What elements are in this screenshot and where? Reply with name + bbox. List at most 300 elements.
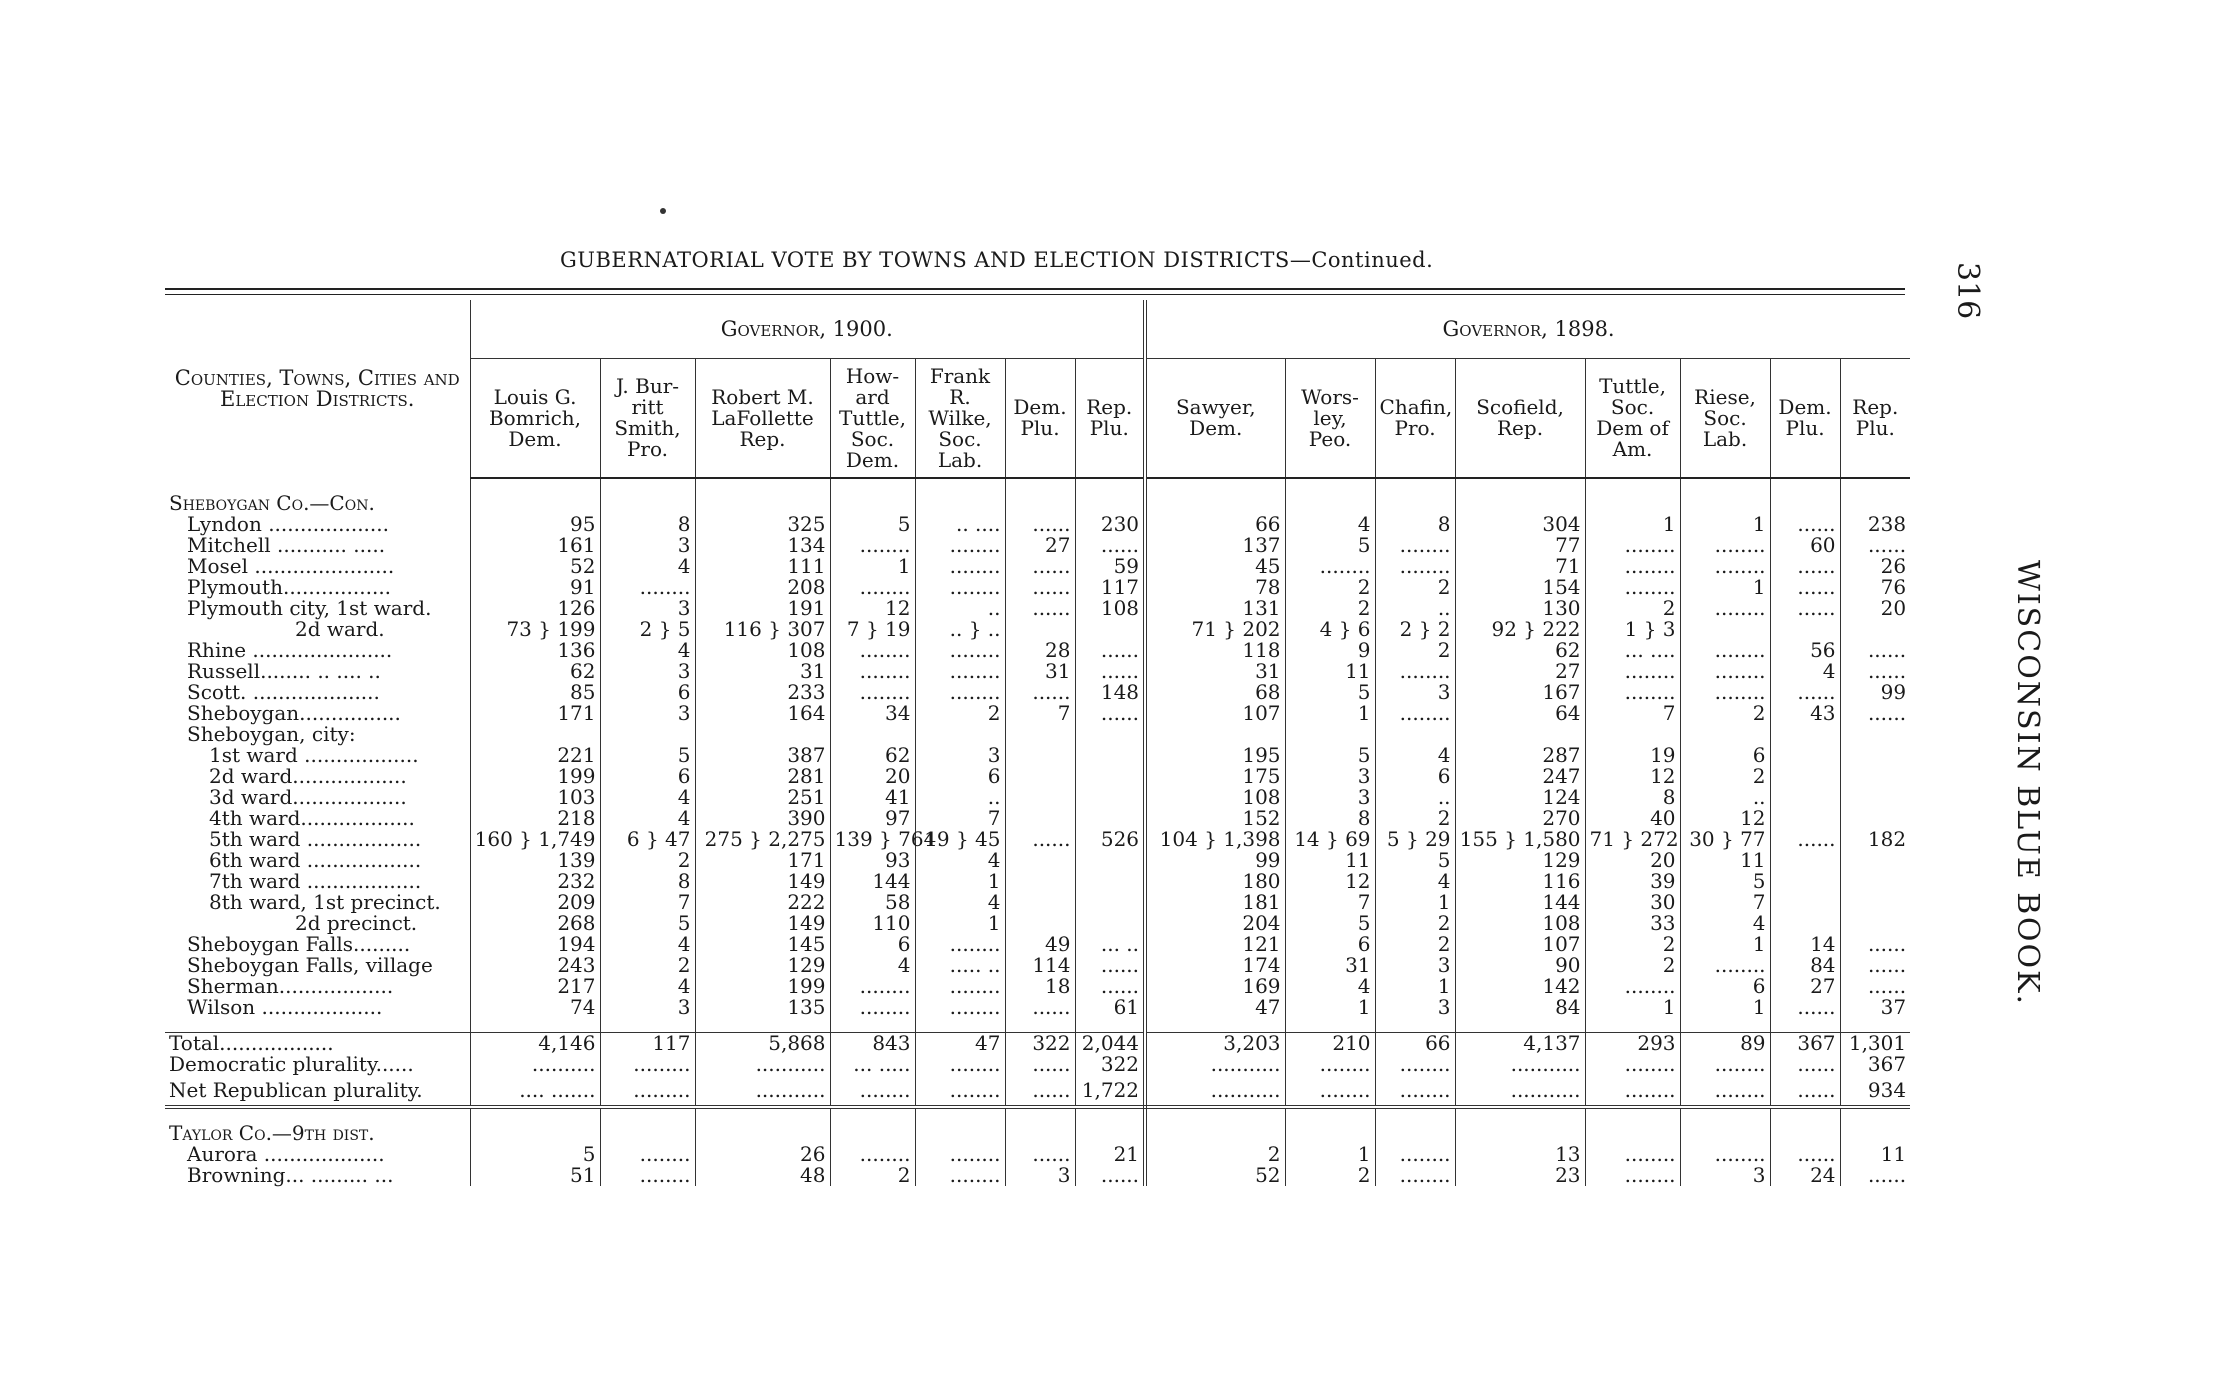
spacer-row: [165, 1107, 1910, 1123]
table-cell: ........: [1680, 535, 1770, 556]
table-cell: 20: [830, 766, 915, 787]
table-cell: 64: [1455, 703, 1585, 724]
table-cell: 51: [470, 1165, 600, 1186]
table-cell: 3: [1285, 787, 1375, 808]
table-cell: ........: [600, 577, 695, 598]
table-cell: [1005, 493, 1075, 514]
table-cell: 99: [1145, 850, 1285, 871]
table-cell: ........: [915, 976, 1005, 997]
table-cell: [1840, 913, 1910, 934]
table-cell: ........: [1680, 1144, 1770, 1165]
row-label: 3d ward..................: [209, 785, 407, 809]
table-row: [165, 892, 1910, 913]
table-cell: 390: [695, 808, 830, 829]
table-cell: 6: [830, 934, 915, 955]
table-cell: 2: [1680, 703, 1770, 724]
table-cell: ........: [1585, 535, 1680, 556]
table-row: [165, 1144, 1910, 1165]
table-cell: ........: [600, 1144, 695, 1165]
table-cell: ... ..: [1075, 934, 1145, 955]
table-cell: ........: [915, 1075, 1005, 1107]
table-cell: 6: [1375, 766, 1455, 787]
table-cell: ... ....: [1585, 640, 1680, 661]
col-header: J. Bur-ritt Smith, Pro.: [600, 359, 695, 479]
table-row: [165, 1033, 1910, 1055]
table-cell: [915, 1123, 1005, 1144]
table-cell: 66: [1145, 514, 1285, 535]
table-cell: 95: [470, 514, 600, 535]
table-cell: [1075, 1123, 1145, 1144]
table-cell: ........: [1375, 1075, 1455, 1107]
table-cell: 21: [1075, 1144, 1145, 1165]
table-cell: ..: [1680, 787, 1770, 808]
table-cell: [1285, 493, 1375, 514]
table-cell: [1840, 619, 1910, 640]
table-cell: ........: [1375, 661, 1455, 682]
table-cell: [695, 724, 830, 745]
table-row: [165, 661, 1910, 682]
table-cell: 52: [470, 556, 600, 577]
table-cell: [1770, 850, 1840, 871]
table-cell: 121: [1145, 934, 1285, 955]
table-row: [165, 976, 1910, 997]
table-cell: 5: [1285, 535, 1375, 556]
table-cell: 195: [1145, 745, 1285, 766]
table-cell: 3: [1680, 1165, 1770, 1186]
table-cell: 1: [1285, 703, 1375, 724]
table-cell: [1770, 787, 1840, 808]
table-cell: 149: [695, 913, 830, 934]
table-cell: ......: [1075, 535, 1145, 556]
table-cell: 139: [470, 850, 600, 871]
table-cell: 1: [915, 871, 1005, 892]
table-cell: ........: [830, 535, 915, 556]
table-cell: 194: [470, 934, 600, 955]
table-cell: 1: [1285, 1144, 1375, 1165]
table-cell: 117: [1075, 577, 1145, 598]
table-cell: 238: [1840, 514, 1910, 535]
table-cell: 182: [1840, 829, 1910, 850]
table-cell: ......: [1005, 556, 1075, 577]
table-cell: 108: [1075, 598, 1145, 619]
table-cell: 12: [1585, 766, 1680, 787]
table-cell: 243: [470, 955, 600, 976]
table-cell: 124: [1455, 787, 1585, 808]
row-label: 2d ward..................: [209, 764, 407, 788]
table-cell: 2: [1585, 934, 1680, 955]
table-cell: ........: [1680, 1075, 1770, 1107]
table-cell: ..: [915, 787, 1005, 808]
table-row: [165, 724, 1910, 745]
table-cell: 2: [1285, 1165, 1375, 1186]
table-cell: ........: [915, 640, 1005, 661]
table-cell: [1770, 892, 1840, 913]
col-header: Rep. Plu.: [1075, 359, 1145, 479]
table-cell: 131: [1145, 598, 1285, 619]
table-row: [165, 850, 1910, 871]
table-cell: 116 } 307: [695, 619, 830, 640]
table-cell: ......: [1840, 955, 1910, 976]
table-cell: 4: [915, 850, 1005, 871]
table-cell: 210: [1285, 1033, 1375, 1055]
table-cell: ........: [1585, 682, 1680, 703]
table-cell: [1145, 493, 1285, 514]
table-cell: 2: [1145, 1144, 1285, 1165]
table-cell: 7: [1585, 703, 1680, 724]
table-cell: 8: [1375, 514, 1455, 535]
table-cell: 5: [830, 514, 915, 535]
table-cell: 230: [1075, 514, 1145, 535]
table-cell: 118: [1145, 640, 1285, 661]
table-cell: ........: [1680, 682, 1770, 703]
table-cell: 5: [1285, 913, 1375, 934]
table-cell: ......: [1840, 640, 1910, 661]
table-cell: [1840, 871, 1910, 892]
table-cell: 5: [600, 913, 695, 934]
table-cell: 93: [830, 850, 915, 871]
table-cell: ........: [830, 976, 915, 997]
table-cell: ........: [830, 577, 915, 598]
table-cell: [470, 493, 600, 514]
table-cell: 247: [1455, 766, 1585, 787]
table-cell: 19 } 45: [915, 829, 1005, 850]
table-cell: 84: [1770, 955, 1840, 976]
table-cell: 169: [1145, 976, 1285, 997]
table-cell: 322: [1005, 1033, 1075, 1055]
table-cell: 7: [915, 808, 1005, 829]
table-cell: [1375, 724, 1455, 745]
table-cell: 167: [1455, 682, 1585, 703]
table-cell: [1375, 1123, 1455, 1144]
table-cell: 47: [915, 1033, 1005, 1055]
row-label: 6th ward ..................: [209, 848, 422, 872]
table-cell: 129: [1455, 850, 1585, 871]
table-cell: [1840, 493, 1910, 514]
table-cell: 4,146: [470, 1033, 600, 1055]
table-cell: ........: [1585, 1075, 1680, 1107]
page-number: 316: [1950, 262, 1985, 320]
table-cell: 5: [470, 1144, 600, 1165]
table-cell: 49: [1005, 934, 1075, 955]
table-cell: 160 } 1,749: [470, 829, 600, 850]
table-cell: ......: [1770, 682, 1840, 703]
table-cell: ......: [1075, 1165, 1145, 1186]
table-cell: ........: [1680, 598, 1770, 619]
table-cell: ......: [1770, 997, 1840, 1018]
table-cell: [1455, 493, 1585, 514]
group-header-1898: Governor, 1898.: [1145, 300, 1910, 359]
row-label: Wilson ...................: [187, 995, 383, 1019]
row-label: Sheboygan Falls.........: [187, 932, 411, 956]
table-cell: 68: [1145, 682, 1285, 703]
col-header: Tuttle, Soc. Dem of Am.: [1585, 359, 1680, 479]
col-header: Sawyer, Dem.: [1145, 359, 1285, 479]
table-cell: 40: [1585, 808, 1680, 829]
row-label: Democratic plurality......: [169, 1052, 414, 1076]
table-cell: ......: [1840, 703, 1910, 724]
table-cell: [1840, 787, 1910, 808]
col-header: Chafin, Pro.: [1375, 359, 1455, 479]
table-row: [165, 913, 1910, 934]
table-cell: ........: [830, 1075, 915, 1107]
table-row: [165, 787, 1910, 808]
table-cell: 27: [1455, 661, 1585, 682]
table-cell: ........: [1375, 1165, 1455, 1186]
ink-dot: [660, 208, 666, 214]
table-cell: 2: [1375, 934, 1455, 955]
table-cell: 135: [695, 997, 830, 1018]
table-cell: [600, 493, 695, 514]
row-label: Rhine ......................: [187, 638, 393, 662]
table-cell: ........: [1585, 577, 1680, 598]
col-header: Louis G. Bomrich, Dem.: [470, 359, 600, 479]
table-cell: [1680, 493, 1770, 514]
table-cell: 107: [1145, 703, 1285, 724]
table-cell: [1005, 619, 1075, 640]
table-cell: [600, 1123, 695, 1144]
table-cell: [1840, 850, 1910, 871]
table-cell: ...........: [1145, 1075, 1285, 1107]
table-row: [165, 955, 1910, 976]
table-cell: 9: [1285, 640, 1375, 661]
page-title: GUBERNATORIAL VOTE BY TOWNS AND ELECTION DISTRICTS—Continued.: [560, 248, 1434, 272]
table-row: [165, 640, 1910, 661]
table-row: [165, 829, 1910, 850]
table-cell: 71: [1455, 556, 1585, 577]
table-cell: [1770, 745, 1840, 766]
table-cell: 3: [915, 745, 1005, 766]
table-cell: [1145, 1123, 1285, 1144]
table-cell: 4: [600, 808, 695, 829]
table-cell: 130: [1455, 598, 1585, 619]
table-cell: [830, 493, 915, 514]
table-cell: 199: [470, 766, 600, 787]
table-cell: 84: [1455, 997, 1585, 1018]
table-cell: 4: [600, 556, 695, 577]
table-cell: 12: [830, 598, 915, 619]
table-body: [165, 478, 1910, 1186]
table-cell: ........: [1375, 535, 1455, 556]
table-cell: 1: [1585, 997, 1680, 1018]
table-cell: [1075, 808, 1145, 829]
table-cell: [1075, 493, 1145, 514]
table-cell: 77: [1455, 535, 1585, 556]
row-label: Plymouth city, 1st ward.: [187, 596, 432, 620]
col-header: Rep. Plu.: [1840, 359, 1910, 479]
table-cell: 4: [830, 955, 915, 976]
table-cell: [1075, 724, 1145, 745]
table-cell: [470, 1123, 600, 1144]
table-cell: ........: [1680, 640, 1770, 661]
table-cell: 367: [1770, 1033, 1840, 1055]
table-cell: ...........: [695, 1075, 830, 1107]
table-cell: 287: [1455, 745, 1585, 766]
table-cell: ..: [1375, 787, 1455, 808]
table-cell: 2: [830, 1165, 915, 1186]
table-cell: 1: [915, 913, 1005, 934]
table-cell: [1075, 871, 1145, 892]
table-cell: 7: [600, 892, 695, 913]
table-cell: 62: [830, 745, 915, 766]
table-cell: 149: [695, 871, 830, 892]
table-cell: 90: [1455, 955, 1585, 976]
table-cell: [1005, 850, 1075, 871]
table-cell: 5 } 29: [1375, 829, 1455, 850]
table-cell: 31: [1005, 661, 1075, 682]
table-cell: 152: [1145, 808, 1285, 829]
table-cell: 1: [1680, 577, 1770, 598]
table-cell: 117: [600, 1033, 695, 1055]
table-cell: [470, 724, 600, 745]
table-cell: 4: [1680, 913, 1770, 934]
table-cell: ......: [1005, 1054, 1075, 1075]
table-cell: ........: [830, 640, 915, 661]
table-cell: 4: [600, 934, 695, 955]
table-cell: 66: [1375, 1033, 1455, 1055]
table-cell: [1680, 724, 1770, 745]
table-cell: ......: [1005, 682, 1075, 703]
table-row: [165, 745, 1910, 766]
table-cell: 78: [1145, 577, 1285, 598]
table-cell: 3: [1005, 1165, 1075, 1186]
table-row: [165, 619, 1910, 640]
table-cell: 3: [1375, 997, 1455, 1018]
table-cell: 268: [470, 913, 600, 934]
row-label: Lyndon ...................: [187, 512, 389, 536]
table-cell: [1375, 493, 1455, 514]
table-cell: 26: [1840, 556, 1910, 577]
table-cell: [1680, 1123, 1770, 1144]
table-cell: .........: [600, 1075, 695, 1107]
table-cell: 221: [470, 745, 600, 766]
table-cell: 6: [1285, 934, 1375, 955]
table-cell: 209: [470, 892, 600, 913]
table-cell: 8: [600, 514, 695, 535]
table-cell: 71 } 272: [1585, 829, 1680, 850]
table-cell: 325: [695, 514, 830, 535]
table-cell: 6: [600, 766, 695, 787]
table-cell: [695, 493, 830, 514]
table-cell: 1: [1585, 514, 1680, 535]
table-cell: 73 } 199: [470, 619, 600, 640]
row-label: Sherman..................: [187, 974, 394, 998]
table-row: [165, 682, 1910, 703]
row-label: Sheboygan Falls, village: [187, 953, 433, 977]
table-cell: 3: [600, 535, 695, 556]
table-cell: ......: [1005, 577, 1075, 598]
table-row: [165, 535, 1910, 556]
table-cell: 8: [600, 871, 695, 892]
table-cell: [1680, 619, 1770, 640]
table-cell: 2: [1375, 808, 1455, 829]
table-cell: [830, 724, 915, 745]
table-cell: 4: [600, 787, 695, 808]
table-cell: 142: [1455, 976, 1585, 997]
table-cell: 11: [1285, 661, 1375, 682]
table-cell: ......: [1075, 703, 1145, 724]
table-cell: 281: [695, 766, 830, 787]
table-cell: 7: [1285, 892, 1375, 913]
table-cell: 7: [1680, 892, 1770, 913]
table-cell: 8: [1285, 808, 1375, 829]
table-cell: 97: [830, 808, 915, 829]
table-cell: 6: [1680, 976, 1770, 997]
table-cell: 1: [1680, 934, 1770, 955]
col-header: How-ard Tuttle, Soc. Dem.: [830, 359, 915, 479]
table-cell: [1585, 724, 1680, 745]
row-label: Sheboygan................: [187, 701, 401, 725]
row-label: 8th ward, 1st precinct.: [209, 890, 441, 914]
row-label: Russell........ .. .... ..: [187, 659, 381, 683]
table-cell: 108: [695, 640, 830, 661]
table-cell: [1005, 913, 1075, 934]
table-cell: [1075, 892, 1145, 913]
table-cell: [600, 724, 695, 745]
table-cell: 387: [695, 745, 830, 766]
table-cell: [1770, 871, 1840, 892]
row-label: Sheboygan Co.—Con.: [169, 491, 375, 515]
table-cell: 4: [600, 976, 695, 997]
table-cell: [1840, 745, 1910, 766]
table-cell: 74: [470, 997, 600, 1018]
table-row: [165, 997, 1910, 1018]
top-rule: [165, 288, 1905, 290]
table-cell: 208: [695, 577, 830, 598]
table-cell: 34: [830, 703, 915, 724]
table-cell: 20: [1585, 850, 1680, 871]
table-cell: ........: [1585, 976, 1680, 997]
table-cell: [1005, 787, 1075, 808]
table-cell: 28: [1005, 640, 1075, 661]
table-cell: 293: [1585, 1033, 1680, 1055]
table-row: [165, 1165, 1910, 1186]
table-cell: [1770, 913, 1840, 934]
table-cell: 4: [915, 892, 1005, 913]
table-cell: 2: [1285, 577, 1375, 598]
stub-header: Counties, Towns, Cities and Election Districts.: [174, 366, 460, 411]
table-cell: 6 } 47: [600, 829, 695, 850]
table-cell: 6: [600, 682, 695, 703]
table-cell: ......: [1770, 556, 1840, 577]
col-header: Robert M. LaFollette Rep.: [695, 359, 830, 479]
table-cell: ........: [1585, 661, 1680, 682]
book-title: WISCONSIN BLUE BOOK.: [2010, 560, 2045, 1007]
table-cell: 62: [470, 661, 600, 682]
table-cell: ......: [1770, 514, 1840, 535]
table-cell: 171: [695, 850, 830, 871]
row-label: Taylor Co.—9th dist.: [169, 1121, 375, 1145]
row-label: Net Republican plurality.: [165, 1075, 470, 1107]
table-cell: [915, 724, 1005, 745]
table-cell: 31: [1285, 955, 1375, 976]
row-label: Browning... ......... ...: [187, 1163, 394, 1187]
table-cell: ........: [830, 1144, 915, 1165]
table-cell: 4: [1285, 514, 1375, 535]
table-cell: [1840, 808, 1910, 829]
table-cell: .. } ..: [915, 619, 1005, 640]
table-cell: .. ....: [915, 514, 1005, 535]
table-cell: [1840, 1123, 1910, 1144]
table-cell: 270: [1455, 808, 1585, 829]
table-cell: 30 } 77: [1680, 829, 1770, 850]
table-cell: [1770, 724, 1840, 745]
table-cell: 174: [1145, 955, 1285, 976]
table-cell: 1: [1285, 997, 1375, 1018]
table-cell: [695, 1123, 830, 1144]
table-cell: 129: [695, 955, 830, 976]
table-cell: 4: [1375, 871, 1455, 892]
table-cell: 27: [1770, 976, 1840, 997]
